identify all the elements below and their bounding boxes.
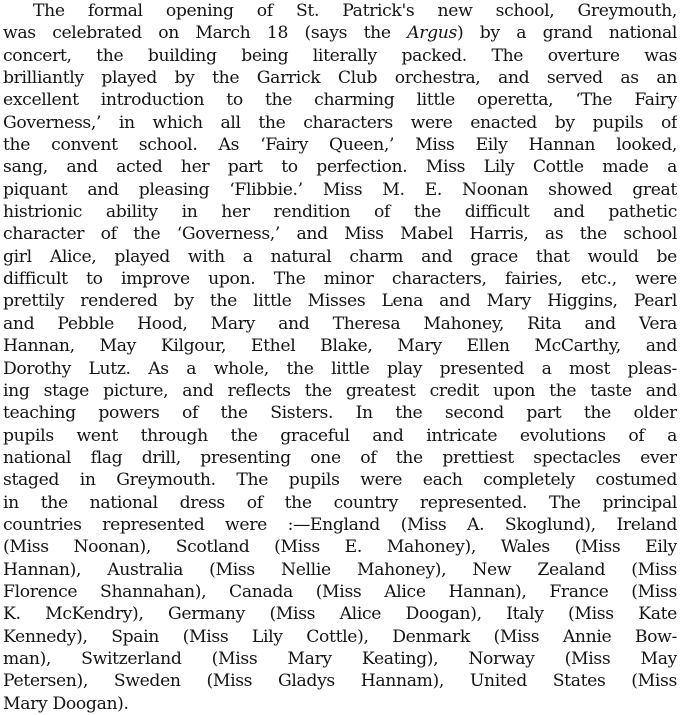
article-line: Governess,’ in which all the characters were enacted by pupils of bbox=[3, 112, 677, 133]
article-line: staged in Greymouth. The pupils were each completely costumed bbox=[3, 470, 677, 491]
article-line: The formal opening of St. Patrick's new school, Greymouth, bbox=[33, 1, 677, 21]
article-line: national flag drill, presenting one of the prettiest spectacles ever bbox=[3, 447, 677, 468]
article-line: teaching powers of the Sisters. In the second part the older bbox=[3, 403, 677, 424]
article-column bbox=[3, 0, 677, 715]
article-line: the convent school. As ‘Fairy Queen,’ Miss Eily Hannan looked, bbox=[3, 135, 677, 156]
article-line: was celebrated on March 18 (says the Argus) by a grand national bbox=[3, 23, 677, 44]
article-line: ing stage picture, and reflects the greatest credit upon the taste and bbox=[3, 380, 677, 401]
article-line: Hannan), Australia (Miss Nellie Mahoney), New Zealand (Miss bbox=[3, 559, 677, 580]
article-line: piquant and pleasing ‘Flibbie.’ Miss M. E. Noonan showed great bbox=[3, 179, 677, 200]
article-line: in the national dress of the country represented. The principal bbox=[3, 492, 677, 513]
article-line: excellent introduction to the charming little operetta, ‘The Fairy bbox=[3, 90, 677, 111]
article-line: concert, the building being literally packed. The overture was bbox=[3, 45, 677, 66]
article-line: difficult to improve upon. The minor characters, fairies, etc., were bbox=[3, 269, 677, 290]
article-line: countries represented were :—England (Miss A. Skoglund), Ireland bbox=[3, 514, 677, 535]
article-line: Florence Shannahan), Canada (Miss Alice Hannan), France (Miss bbox=[3, 581, 677, 602]
article-line: pupils went through the graceful and intricate evolutions of a bbox=[3, 425, 677, 446]
article-line: brilliantly played by the Garrick Club orchestra, and served as an bbox=[3, 68, 677, 89]
article-line: histrionic ability in her rendition of the difficult and pathetic bbox=[3, 202, 677, 223]
article-line: Mary Doogan). bbox=[3, 693, 129, 714]
article-line: (Miss Noonan), Scotland (Miss E. Mahoney), Wales (Miss Eily bbox=[3, 537, 677, 558]
article-line: character of the ‘Governess,’ and Miss Mabel Harris, as the school bbox=[3, 224, 677, 245]
article-line: Hannan, May Kilgour, Ethel Blake, Mary Ellen McCarthy, and bbox=[3, 336, 677, 357]
article-line: and Pebble Hood, Mary and Theresa Mahoney, Rita and Vera bbox=[3, 313, 677, 334]
article-line: Dorothy Lutz. As a whole, the little play presented a most pleas- bbox=[3, 358, 677, 379]
article-line: prettily rendered by the little Misses Lena and Mary Higgins, Pearl bbox=[3, 291, 677, 312]
article-line: Petersen), Sweden (Miss Gladys Hannam), United States (Miss bbox=[3, 671, 677, 692]
newspaper-title: Argus bbox=[407, 23, 457, 44]
article-line: sang, and acted her part to perfection. Miss Lily Cottle made a bbox=[3, 157, 677, 178]
article-line: girl Alice, played with a natural charm and grace that would be bbox=[3, 246, 677, 267]
article-line: man), Switzerland (Miss Mary Keating), Norway (Miss May bbox=[3, 648, 677, 669]
article-line: K. McKendry), Germany (Miss Alice Doogan), Italy (Miss Kate bbox=[3, 604, 677, 625]
article-line: Kennedy), Spain (Miss Lily Cottle), Denmark (Miss Annie Bow- bbox=[3, 626, 677, 647]
